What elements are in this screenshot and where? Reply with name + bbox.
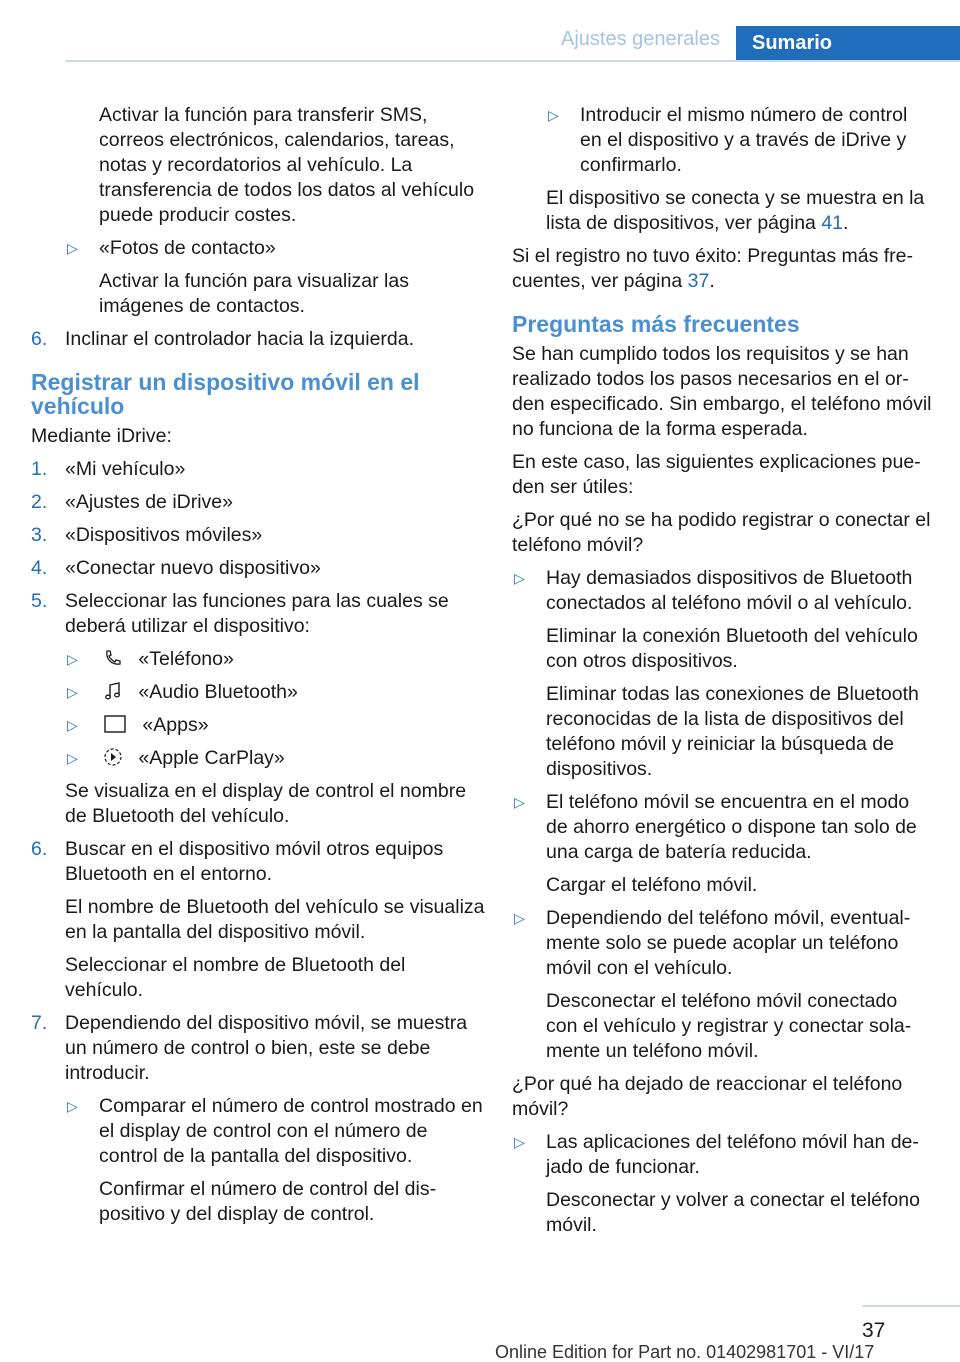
step-text: «Conectar nuevo dispositivo» — [65, 557, 321, 579]
step-number: 4. — [31, 557, 48, 579]
bullet-triangle-icon: ▷ — [67, 717, 78, 733]
bullet-paragraph-3: Eliminar todas las conexiones de Bluetooth reconocidas de la lista de dispositivos del teléfono móvil y reiniciar la búsqueda de dispositivos. — [546, 683, 919, 780]
bullet-text: El teléfono móvil se encuentra en el modo de ahorro energético o dispone tan solo de una carga de batería reducida. — [546, 791, 917, 863]
faq-bullet-1 — [512, 566, 932, 782]
page-link-37[interactable]: 37 — [687, 270, 710, 292]
faq-paragraph-1: Se han cumplido todos los requisitos y se han realizado todos los pasos necesarios en el orden especificado. Sin embargo, el teléfono móvil no funciona de la forma esperada. — [512, 343, 932, 440]
step-number: 5. — [31, 590, 48, 612]
page-header — [0, 0, 960, 62]
bullet-triangle-icon: ▷ — [67, 240, 78, 256]
function-apps — [65, 713, 485, 738]
function-label: «Apps» — [142, 714, 209, 736]
bullet-triangle-icon: ▷ — [514, 570, 525, 586]
bullet-paragraph-2: Confirmar el número de control del dispositivo y del display de control. — [99, 1178, 437, 1225]
bullet-fotos — [65, 236, 485, 261]
step-4 — [31, 556, 485, 581]
bullet-paragraph-2: Desconectar y volver a conectar el teléfono móvil. — [546, 1189, 920, 1236]
faq-paragraph-2: En este caso, las siguientes explicaciones pueden ser útiles: — [512, 451, 921, 498]
step-number: 7. — [31, 1012, 48, 1034]
bullet-paragraph-2: Eliminar la conexión Bluetooth del vehículo con otros dispositivos. — [546, 625, 918, 672]
function-label: «Apple CarPlay» — [138, 747, 285, 769]
function-label: «Audio Bluetooth» — [138, 681, 298, 703]
footer-divider — [862, 1305, 960, 1307]
faq-bullet-3 — [512, 906, 932, 1064]
step-text: Buscar en el dispositivo móvil otros equipos Bluetooth en el entorno. — [65, 838, 444, 885]
step-7 — [31, 1011, 485, 1227]
bullet-text: Comparar el número de control mostrado en el display de control con el número de control de la pantalla del dispositivo. — [99, 1095, 483, 1167]
fail-text-post: . — [709, 270, 715, 292]
bullet-triangle-icon: ▷ — [514, 910, 525, 926]
footer-edition: Online Edition for Part no. 01402981701 - VI/17 — [495, 1342, 875, 1362]
step-1 — [31, 457, 485, 482]
bullet-triangle-icon: ▷ — [514, 794, 525, 810]
faq-question-2: ¿Por qué ha dejado de reaccionar el teléfono móvil? — [512, 1073, 903, 1120]
music-note-icon — [103, 681, 123, 701]
bullet-paragraph-2: Desconectar el teléfono móvil conectado con el vehículo y registrar y conectar solamente un teléfono móvil. — [546, 990, 912, 1062]
faq-bullet-4 — [512, 1130, 932, 1238]
step-2 — [31, 490, 485, 515]
bullet-comparar — [65, 1094, 485, 1227]
fail-text-pre: Si el registro no tuvo éxito: Preguntas más frecuentes, ver página — [512, 245, 914, 292]
connect-text-post: . — [843, 212, 849, 234]
step-text: Inclinar el controlador hacia la izquierda. — [65, 328, 415, 350]
section-heading-registrar: Registrar un dispositivo móvil en el vehículo — [31, 369, 420, 419]
step-text: Seleccionar las funciones para las cuales se deberá utilizar el dispositivo: — [65, 590, 449, 637]
step-number: 2. — [31, 491, 48, 513]
step5-after-text: Se visualiza en el display de control el nombre de Bluetooth del vehículo. — [65, 780, 467, 827]
faq-bullet-2 — [512, 790, 932, 898]
bullet-fotos-label: «Fotos de contacto» — [99, 237, 276, 259]
fotos-text: Activar la función para visualizar las imágenes de contactos. — [99, 270, 409, 317]
function-telefono — [65, 647, 485, 672]
step-5 — [31, 589, 485, 829]
left-column — [31, 103, 485, 1235]
steps-list — [31, 457, 485, 1227]
step-text: Dependiendo del dispositivo móvil, se muestra un número de control o bien, este se debe introducir. — [65, 1012, 468, 1084]
step-6a — [31, 327, 485, 352]
bullet-introducir — [546, 103, 932, 178]
function-carplay — [65, 746, 485, 771]
step-text: «Dispositivos móviles» — [65, 524, 263, 546]
bullet-triangle-icon: ▷ — [67, 1098, 78, 1114]
bullet-paragraph-2: Cargar el teléfono móvil. — [546, 874, 758, 896]
fail-text — [512, 244, 932, 294]
intro-text: Activar la función para transferir SMS, correos electrónicos, calendarios, tareas, notas y recordatorios al vehículo. La transferencia de todos los datos al vehículo puede producir costes. — [99, 104, 475, 226]
page-number: 37 — [862, 1319, 886, 1342]
step-number: 3. — [31, 524, 48, 546]
faq-question-1: ¿Por qué no se ha podido registrar o conectar el teléfono móvil? — [512, 509, 931, 556]
bullet-text: Dependiendo del teléfono móvil, eventualmente solo se puede acoplar un teléfono móvil con el vehículo. — [546, 907, 911, 979]
connect-text — [546, 186, 932, 236]
bullet-text: Hay demasiados dispositivos de Bluetooth conectados al teléfono móvil o al vehículo. — [546, 567, 913, 614]
function-label: «Teléfono» — [138, 648, 234, 670]
bullet-triangle-icon: ▷ — [514, 1134, 525, 1150]
step-3 — [31, 523, 485, 548]
carplay-icon — [103, 747, 123, 767]
step-number: 6. — [31, 838, 48, 860]
page-link-41[interactable]: 41 — [821, 212, 844, 234]
mediante-text: Mediante iDrive: — [31, 425, 172, 447]
bullet-text: Las aplicaciones del teléfono móvil han dejado de funcionar. — [546, 1131, 919, 1178]
step-6 — [31, 837, 485, 1003]
step6-paragraph-2: El nombre de Bluetooth del vehículo se visualiza en la pantalla del dispositivo móvil. — [65, 896, 485, 943]
header-divider — [65, 60, 960, 62]
apps-icon — [103, 714, 127, 734]
step-text: «Mi vehículo» — [65, 458, 186, 480]
step-number: 6. — [31, 328, 48, 350]
step-text: «Ajustes de iDrive» — [65, 491, 233, 513]
header-tab-sumario[interactable]: Sumario — [736, 26, 960, 62]
step6-paragraph-3: Seleccionar el nombre de Bluetooth del vehículo. — [65, 954, 406, 1001]
bullet-triangle-icon: ▷ — [67, 651, 78, 667]
step-number: 1. — [31, 458, 48, 480]
function-audio — [65, 680, 485, 705]
bullet-triangle-icon: ▷ — [67, 684, 78, 700]
bullet-triangle-icon: ▷ — [67, 750, 78, 766]
section-heading-preguntas: Preguntas más frecuentes — [512, 311, 800, 337]
phone-icon — [103, 648, 123, 668]
right-column — [512, 103, 932, 1246]
bullet-triangle-icon: ▷ — [548, 107, 559, 123]
connect-text-pre: El dispositivo se conecta y se muestra en la lista de dispositivos, ver página — [546, 187, 925, 234]
header-section-title[interactable]: Ajustes generales — [561, 28, 720, 50]
bullet-text: Introducir el mismo número de control en el dispositivo y a través de iDrive y confirmarlo. — [580, 104, 908, 176]
continued-steps — [512, 103, 932, 236]
